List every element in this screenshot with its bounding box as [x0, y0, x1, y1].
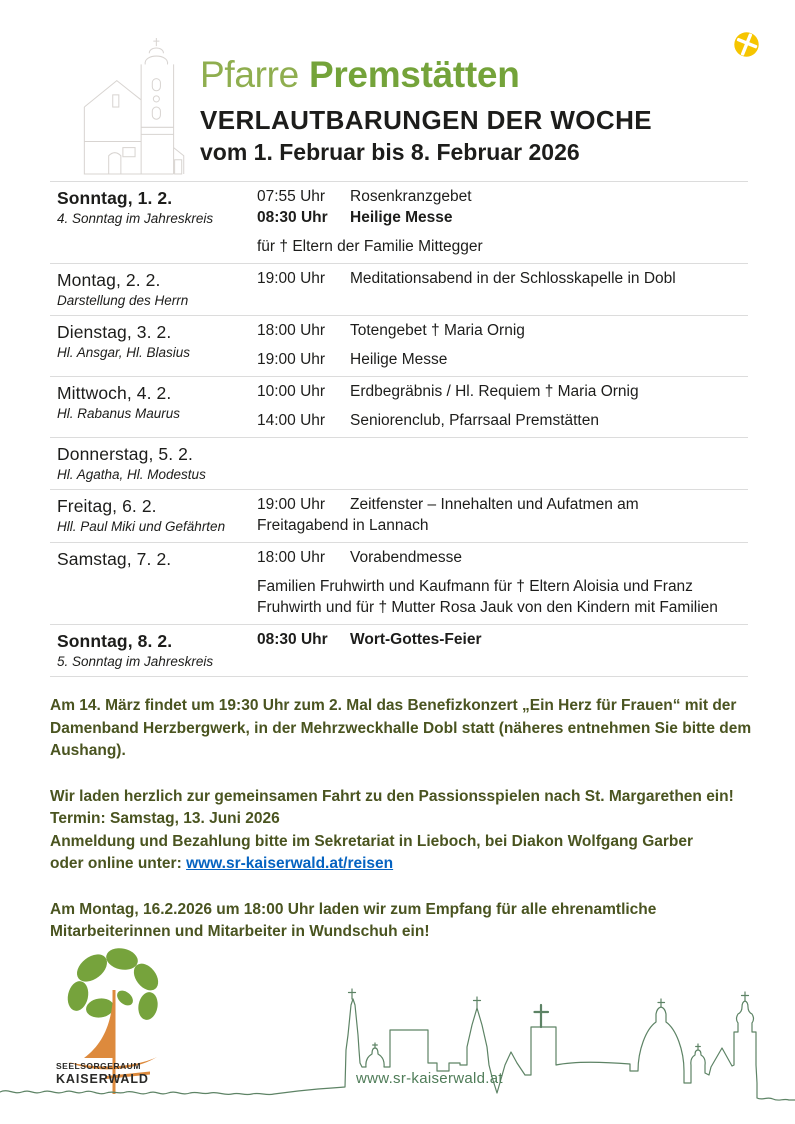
day-label: Mittwoch, 4. 2.: [57, 383, 172, 403]
day-cell: [50, 442, 257, 483]
day-label: Samstag, 7. 2.: [57, 549, 172, 569]
feast-label: Darstellung des Herrn: [57, 293, 189, 308]
announcement-line: Wir laden herzlich zur gemeinsamen Fahrt zu den Passionsspielen nach St. Margarethen ein!: [50, 787, 734, 805]
day-label: Sonntag, 1. 2.: [57, 188, 173, 208]
date-range: vom 1. Februar bis 8. Februar 2026: [200, 138, 580, 165]
event-time: 18:00 Uhr: [257, 549, 326, 566]
header: [200, 56, 760, 166]
church-sketch-icon: [76, 34, 186, 176]
intention-text: Familien Fruhwirth und Kaufmann für † Eltern Aloisia und Franz Fruhwirth und für † Mutter Rosa Jauk von den Kindern mit Familien: [257, 578, 718, 616]
feast-label: Hl. Agatha, Hl. Modestus: [57, 467, 206, 482]
event-title: Wort-Gottes-Feier: [350, 631, 482, 648]
announcement-passionsspiele: [50, 786, 752, 876]
announcements: [50, 695, 752, 967]
events-cell: [257, 186, 748, 257]
event-title: Zeitfenster – Innehalten und Aufatmen am: [350, 496, 639, 513]
parish-title: [200, 56, 760, 95]
event-title: Meditationsabend in der Schlosskapelle in Dobl: [350, 270, 676, 287]
event-line: [257, 320, 748, 341]
footer-website: www.sr-kaiserwald.at: [356, 1070, 503, 1087]
event-line: [257, 629, 748, 650]
event-title: Seniorenclub, Pfarrsaal Premstätten: [350, 412, 599, 429]
event-title: Heilige Messe: [350, 209, 453, 226]
event-time: 19:00 Uhr: [257, 351, 326, 368]
event-line: [257, 494, 748, 515]
announcement-line: oder online unter:: [50, 855, 187, 872]
schedule-row: [50, 542, 748, 624]
day-cell: [50, 186, 257, 257]
event-line: [257, 207, 748, 228]
event-title: Totengebet † Maria Ornig: [350, 322, 525, 339]
event-line: [257, 410, 748, 431]
day-cell: [50, 494, 257, 536]
day-label: Donnerstag, 5. 2.: [57, 444, 193, 464]
intention-text: Freitagabend in Lannach: [257, 517, 429, 534]
document-title: VERLAUTBARUNGEN DER WOCHE: [200, 104, 652, 135]
event-time: 08:30 Uhr: [257, 209, 328, 226]
event-title: Vorabendmesse: [350, 549, 463, 566]
event-line: [257, 381, 748, 402]
announcement-benefit-concert: Am 14. März findet um 19:30 Uhr zum 2. Mal das Benefizkonzert „Ein Herz für Frauen“ mit der Damenband Herzbergwerk, in der Mehrzweckhalle Dobl statt (näheres entnehmen Sie bitte dem Aushang).: [50, 697, 752, 759]
announcement-empfang: Am Montag, 16.2.2026 um 18:00 Uhr laden wir zum Empfang für alle ehrenamtliche Mitarbeiterinnen und Mitarbeiter in Wundschuh ein!: [50, 900, 657, 940]
logo-caption-line1: SEELSORGERAUM: [56, 1061, 141, 1071]
parish-prefix: Pfarre: [200, 54, 299, 95]
schedule-row: [50, 376, 748, 437]
events-cell: [257, 547, 748, 618]
schedule-row: [50, 489, 748, 542]
day-label: Sonntag, 8. 2.: [57, 631, 173, 651]
event-title: Rosenkranzgebet: [350, 188, 472, 205]
feast-label: Hl. Ansgar, Hl. Blasius: [57, 345, 191, 360]
announcement-line: Anmeldung und Bezahlung bitte im Sekretariat in Lieboch, bei Diakon Wolfgang Garber: [50, 832, 694, 850]
event-line: [257, 186, 748, 207]
events-cell: [257, 268, 748, 309]
event-time: 18:00 Uhr: [257, 322, 326, 339]
events-cell: [257, 381, 748, 431]
event-line: [257, 268, 748, 289]
reisen-link[interactable]: www.sr-kaiserwald.at/reisen: [186, 855, 394, 872]
event-time: 08:30 Uhr: [257, 631, 328, 648]
event-title: Heilige Messe: [350, 351, 448, 368]
event-line: [257, 349, 748, 370]
logo-caption-line2: KAISERWALD: [56, 1072, 149, 1086]
day-cell: [50, 268, 257, 309]
day-label: Dienstag, 3. 2.: [57, 322, 172, 342]
day-cell: [50, 320, 257, 370]
day-cell: [50, 381, 257, 431]
diocese-cross-icon: [733, 31, 760, 58]
feast-label: 4. Sonntag im Jahreskreis: [57, 211, 214, 226]
intention-text: für † Eltern der Familie Mittegger: [257, 238, 483, 255]
feast-label: 5. Sonntag im Jahreskreis: [57, 654, 214, 669]
events-cell: [257, 442, 748, 483]
feast-label: Hll. Paul Miki und Gefährten: [57, 519, 226, 534]
events-cell: [257, 629, 748, 670]
event-title: Erdbegräbnis / Hl. Requiem † Maria Ornig: [350, 383, 639, 400]
church-skyline-icon: [0, 955, 795, 1124]
schedule-row: [50, 263, 748, 315]
event-time: 19:00 Uhr: [257, 496, 326, 513]
day-label: Freitag, 6. 2.: [57, 496, 157, 516]
event-time: 14:00 Uhr: [257, 412, 326, 429]
schedule-row: [50, 437, 748, 489]
day-label: Montag, 2. 2.: [57, 270, 161, 290]
schedule-row: [50, 315, 748, 376]
schedule-table: [50, 181, 748, 677]
day-cell: [50, 547, 257, 618]
feast-label: Hl. Rabanus Maurus: [57, 406, 181, 421]
schedule-row: [50, 181, 748, 263]
events-cell: [257, 320, 748, 370]
events-cell: [257, 494, 748, 536]
schedule-row: [50, 624, 748, 677]
event-time: 19:00 Uhr: [257, 270, 326, 287]
event-line: [257, 547, 748, 568]
day-cell: [50, 629, 257, 670]
event-time: 10:00 Uhr: [257, 383, 326, 400]
parish-name: Premstätten: [308, 54, 520, 95]
announcement-line: Termin: Samstag, 13. Juni 2026: [50, 810, 280, 827]
event-time: 07:55 Uhr: [257, 188, 326, 205]
